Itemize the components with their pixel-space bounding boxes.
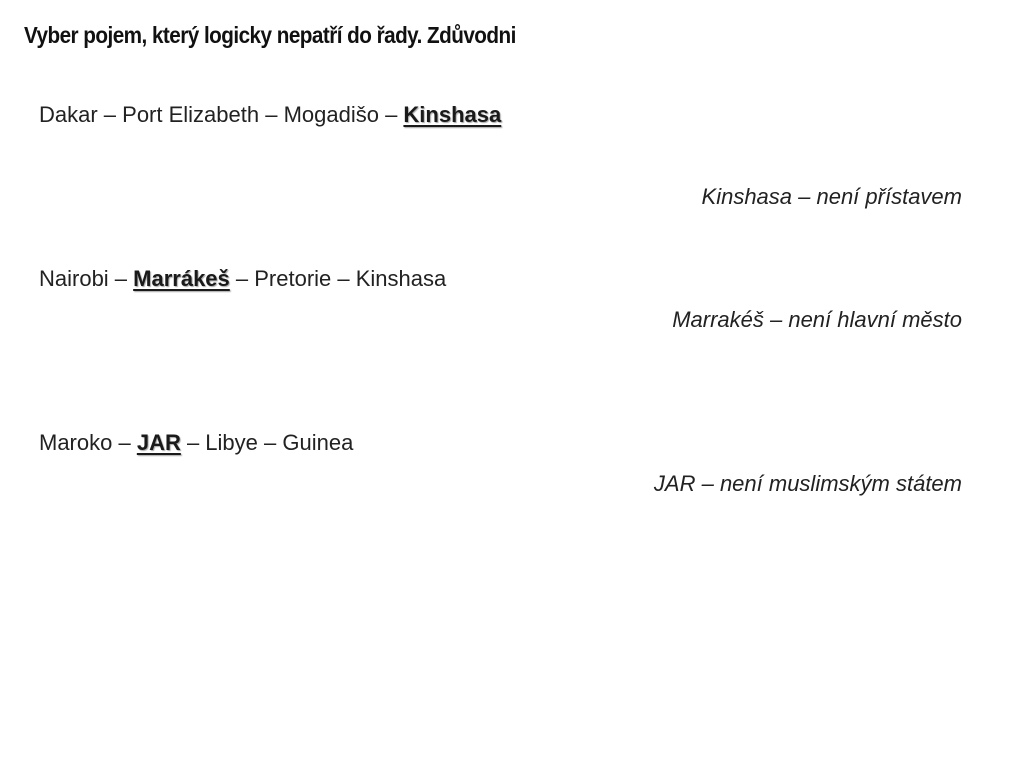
series-suffix: – Pretorie – Kinshasa (229, 266, 447, 291)
series-row-3 (39, 430, 353, 456)
series-row-1 (39, 102, 501, 128)
explanation-2: Marrakéš – není hlavní město (672, 307, 962, 332)
explanation-1: Kinshasa – není přístavem (701, 184, 962, 209)
slide-title: Vyber pojem, který logicky nepatří do řady. Zdůvodni (24, 22, 516, 48)
odd-item-highlight: JAR (136, 430, 181, 455)
series-row-2 (39, 266, 446, 292)
series-suffix: – Libye – Guinea (180, 430, 354, 455)
series-prefix: Nairobi – (39, 266, 134, 291)
odd-item-highlight: Marrákeš (133, 266, 230, 291)
series-prefix: Maroko – (39, 430, 137, 455)
explanation-3: JAR – není muslimským státem (653, 471, 962, 496)
series-prefix: Dakar – Port Elizabeth – Mogadišo – (39, 102, 404, 127)
odd-item-highlight: Kinshasa (403, 102, 502, 127)
